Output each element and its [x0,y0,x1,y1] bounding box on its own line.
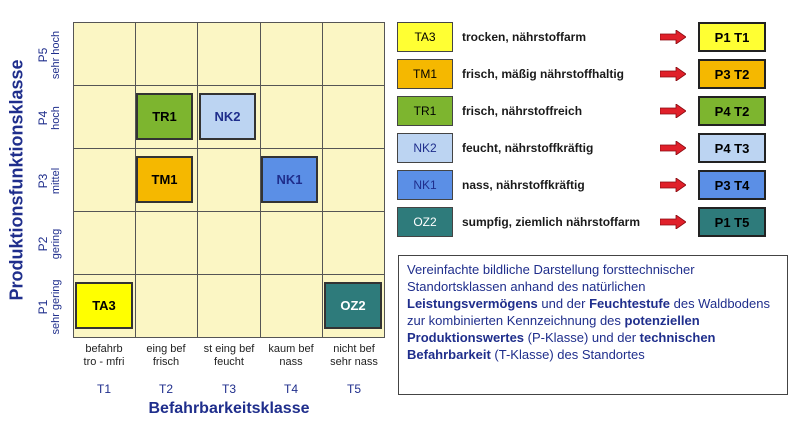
y-axis-title: Produktionsfunktionsklasse [6,59,27,301]
legend-description: feucht, nährstoffkräftig [462,141,594,155]
col-label-line2: nass [279,356,303,368]
row-word: gering [50,228,62,260]
col-t-code: T3 [221,382,236,396]
arrow-right-icon [660,141,686,155]
row-p-code: P2 [36,236,50,252]
note-bold: potenziellen Produktionswertes [407,313,700,345]
arrow-right-icon [660,30,686,44]
col-t-code: T1 [96,382,111,396]
col-label-line2: sehr nass [330,356,378,368]
row-p-code: P3 [36,173,50,189]
col-label-t2 [134,343,198,369]
cell-ta3: TA3 [75,282,133,329]
col-label-t4 [259,343,323,369]
col-label-line1: eing bef [146,343,186,355]
result-box: P4 T3 [698,133,766,163]
cell-nk1: NK1 [261,156,318,203]
row-label-p1 [30,276,70,338]
note-text: (T-Klasse) des Standortes [490,347,645,362]
col-t-code: T4 [283,382,298,396]
col-label-line2: tro - mfri [83,356,125,368]
col-label-line1: nicht bef [333,343,375,355]
col-t-code: T5 [346,382,361,396]
result-box: P4 T2 [698,96,766,126]
row-word: sehr hoch [50,30,62,80]
result-box: P3 T4 [698,170,766,200]
arrow-right-icon [660,178,686,192]
legend-code-box: OZ2 [397,207,453,237]
cell-tr1: TR1 [136,93,193,140]
legend-code-box: TR1 [397,96,453,126]
legend-description: frisch, mäßig nährstoffhaltig [462,67,625,81]
row-label-p5 [30,24,70,86]
note-bold: technischen Befahrbarkeit [407,330,716,362]
arrow-right-icon [660,104,686,118]
legend-description: trocken, nährstoffarm [462,30,587,44]
legend-code-box: TA3 [397,22,453,52]
grid-line [73,274,385,275]
col-label-line2: frisch [152,356,180,368]
col-t-code: T2 [158,382,173,396]
result-box: P1 T5 [698,207,766,237]
arrow-right-icon [660,215,686,229]
row-p-code: P5 [36,47,50,63]
cell-tm1: TM1 [136,156,193,203]
legend-code-box: NK2 [397,133,453,163]
result-box: P1 T1 [698,22,766,52]
col-label-t1 [72,343,136,369]
row-label-p4 [30,87,70,149]
row-word: hoch [50,106,62,130]
col-label-line1: kaum bef [268,343,314,355]
col-label-line1: st eing bef [203,343,255,355]
note-text: und der [537,296,590,311]
note-text: Vereinfachte bildliche Darstellung forsttechnischer Standortsklassen anhand des natürlichen [407,262,695,294]
grid-line [73,211,385,212]
grid-line [197,22,198,338]
row-p-code: P4 [36,110,50,126]
grid-line [73,148,385,149]
grid-line [322,22,323,338]
legend-code-box: NK1 [397,170,453,200]
legend-description: sumpfig, ziemlich nährstoffarm [462,215,641,229]
col-label-t5 [322,343,386,369]
cell-oz2: OZ2 [324,282,382,329]
note-bold: Feuchtestufe [589,296,670,311]
row-label-p3 [30,150,70,212]
note-text: des Waldbodens zur kombinierten Kennzeichnung des [407,296,770,328]
row-word: sehr gering [50,279,62,335]
x-axis-title: Befahrbarkeitsklasse [148,400,310,417]
row-p-code: P1 [36,299,50,315]
legend-code-box: TM1 [397,59,453,89]
description-note [398,255,788,395]
col-label-line1: befahrb [85,343,123,355]
grid-line [73,85,385,86]
note-text: (P-Klasse) und der [524,330,640,345]
legend-description: nass, nährstoffkräftig [462,178,585,192]
y-axis-title-wrap [4,30,30,330]
legend-description: frisch, nährstoffreich [462,104,583,118]
row-label-p2 [30,213,70,275]
result-box: P3 T2 [698,59,766,89]
row-word: mittel [50,167,62,195]
col-label-line2: feucht [214,356,244,368]
cell-nk2: NK2 [199,93,256,140]
col-label-t3 [197,343,261,369]
note-bold: Leistungsvermögens [407,296,538,311]
arrow-right-icon [660,67,686,81]
